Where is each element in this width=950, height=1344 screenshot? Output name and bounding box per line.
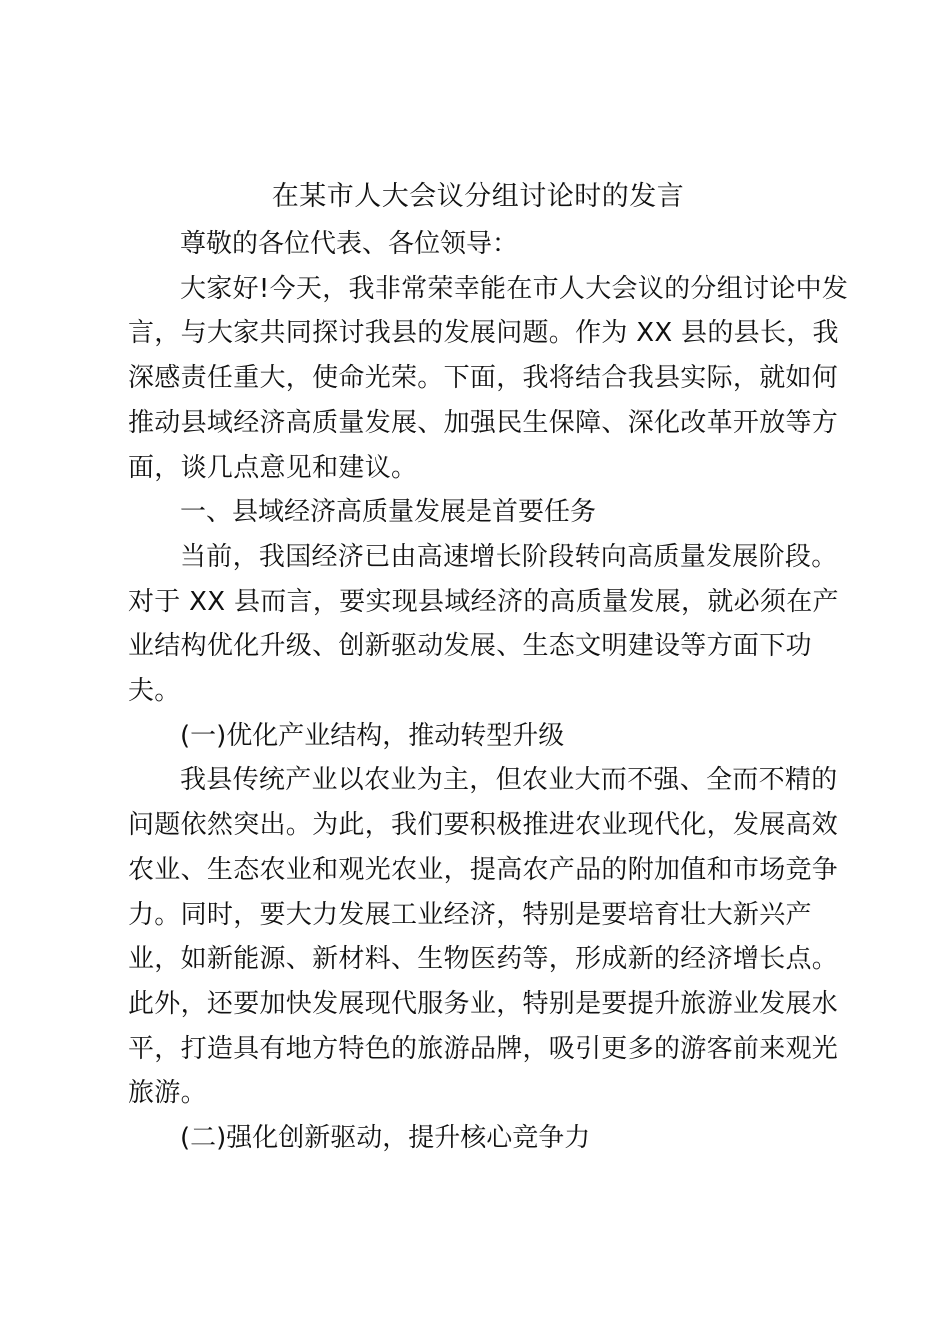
subsection-1-line-3: 农业、生态农业和观光农业，提高农产品的附加值和市场竞争 xyxy=(128,854,839,885)
subsection-1-heading: (一)优化产业结构，推动转型升级 xyxy=(180,720,565,751)
opening-line-2: 言，与大家共同探讨我县的发展问题。作为 XX 县的县长，我 xyxy=(128,318,839,349)
opening-line-3: 深感责任重大，使命光荣。下面，我将结合我县实际，就如何 xyxy=(128,363,839,394)
opening-line-4: 推动县域经济高质量发展、加强民生保障、深化改革开放等方 xyxy=(128,407,839,438)
subsection-1-line-2: 问题依然突出。为此，我们要积极推进农业现代化，发展高效 xyxy=(128,810,839,841)
subsection-1-line-6: 此外，还要加快发展现代服务业，特别是要提升旅游业发展水 xyxy=(128,988,839,1019)
opening-paragraph xyxy=(128,267,849,491)
subsection-1-line-4: 力。同时，要大力发展工业经济，特别是要培育壮大新兴产 xyxy=(128,899,812,930)
section-1-line-3: 业结构优化升级、创新驱动发展、生态文明建设等方面下功 xyxy=(128,631,812,662)
section-1-paragraph xyxy=(128,535,839,714)
section-1-heading: 一、县域经济高质量发展是首要任务 xyxy=(180,497,597,528)
opening-line-1: 大家好!今天，我非常荣幸能在市人大会议的分组讨论中发 xyxy=(180,273,849,304)
section-1-line-1: 当前，我国经济已由高速增长阶段转向高质量发展阶段。 xyxy=(180,541,838,572)
section-1-line-4: 夫。 xyxy=(128,676,181,707)
subsection-1-line-1: 我县传统产业以农业为主，但农业大而不强、全而不精的 xyxy=(180,765,838,796)
section-1-line-2: 对于 XX 县而言，要实现县域经济的高质量发展，就必须在产 xyxy=(128,586,839,617)
subsection-2-heading: (二)强化创新驱动，提升核心竞争力 xyxy=(180,1123,591,1154)
document-content xyxy=(128,172,849,1161)
salutation: 尊敬的各位代表、各位领导： xyxy=(180,229,519,259)
subsection-1-paragraph xyxy=(128,758,839,1116)
subsection-1-line-8: 旅游。 xyxy=(128,1078,207,1109)
opening-line-5: 面，谈几点意见和建议。 xyxy=(128,452,418,483)
subsection-1-line-5: 业，如新能源、新材料、生物医药等，形成新的经济增长点。 xyxy=(128,944,839,975)
subsection-1-line-7: 平，打造具有地方特色的旅游品牌，吸引更多的游客前来观光 xyxy=(128,1033,839,1064)
document-title: 在某市人大会议分组讨论时的发言 xyxy=(271,181,685,212)
